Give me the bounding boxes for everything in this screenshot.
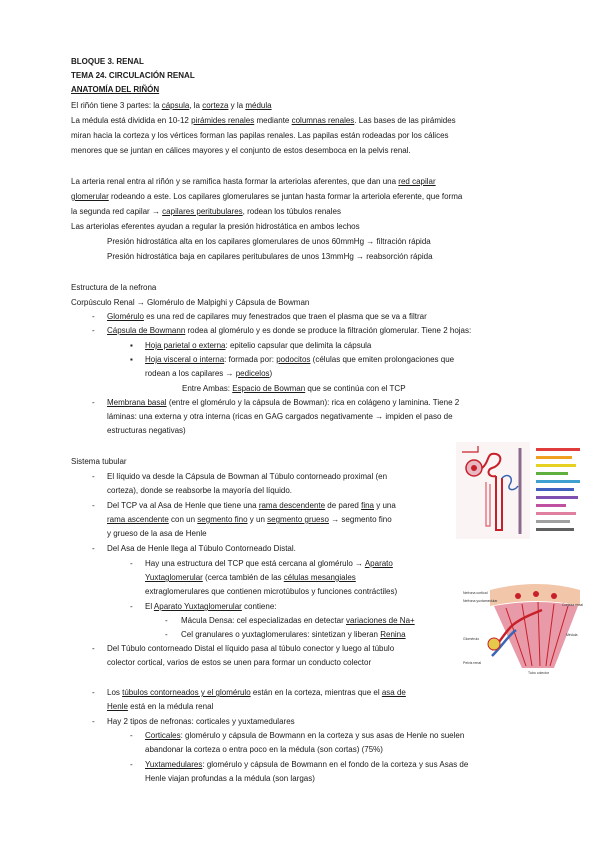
tubular-item-9: extraglomerulares que contienen microtúbulos y funciones contráctiles)	[145, 587, 398, 596]
tubular-item-6: Del Asa de Henle llega al Túbulo Contorneado Distal.	[107, 544, 296, 553]
bullet-dash: -	[165, 630, 168, 639]
bullet-dash: -	[165, 616, 168, 625]
types-item-1: Los túbulos contorneados y el glomérulo están en la corteza, mientras que el asa de	[107, 688, 406, 697]
nephron-item-5: rodean a los capilares → pedicelos)	[145, 369, 273, 378]
tubular-item-8: Yuxtaglomerular (cerca también de las células mesangiales	[145, 573, 356, 582]
tubular-item-1: El líquido va desde la Cápsula de Bowman al Túbulo contorneado proximal (en	[107, 472, 388, 481]
intro-line-1: El riñón tiene 3 partes: la cápsula, la corteza y la médula	[71, 101, 272, 110]
types-item-2: Henle está en la médula renal	[107, 702, 214, 711]
label-collecting-duct: Tubo colector	[528, 671, 550, 675]
nephron-item-8: láminas: una externa y otra interna (ricas en GAG cargados negativamente → impiden el paso de	[107, 412, 453, 421]
corpuscle-line: Corpúsculo Renal → Glomérulo de Malpighi y Cápsula de Bowman	[71, 298, 310, 307]
bullet-dash: -	[92, 312, 95, 321]
types-item-7: Henle viajan profundas a la médula (son largas)	[145, 774, 315, 783]
intro-line-2: La médula está dividida en 10-12 pirámides renales mediante columnas renales. Las bases de las pirámides	[71, 116, 456, 125]
tubular-item-3: Del TCP va al Asa de Henle que tiene una rama descendente de pared fina y una	[107, 501, 396, 510]
intro-line-3: miran hacia la corteza y los vértices forman las papilas renales. Las papilas están rodeadas por los cálices	[71, 131, 449, 140]
tubular-item-7: Hay una estructura del TCP que está cercana al glomérulo → Aparato	[145, 559, 393, 568]
tubular-item-2: corteza), donde se reabsorbe la mayoría del líquido.	[107, 486, 292, 495]
nephron-item-1: Glomérulo es una red de capilares muy fenestrados que traen el plasma que se va a filtrar	[107, 312, 427, 321]
bullet-dash: -	[130, 760, 133, 769]
nephron-item-3: Hoja parietal o externa: epitelio capsular que delimita la cápsula	[145, 341, 372, 350]
bullet-dash: -	[92, 544, 95, 553]
nephron-item-7: Membrana basal (entre el glomérulo y la cápsula de Bowman): rica en colágeno y laminina. Tiene 2	[107, 398, 460, 407]
bullet-dash: -	[92, 472, 95, 481]
nephron-title: Estructura de la nefrona	[71, 283, 157, 292]
circ-line-2: glomerular rodeando a este. Los capilares glomerulares se juntan hasta formar la arteriola eferente, que forma	[71, 192, 463, 201]
types-item-4: Corticales: glomérulo y cápsula de Bowmann en la corteza y sus asas de Henle no suelen	[145, 731, 465, 740]
tubular-item-11: Mácula Densa: cel especializadas en detectar variaciones de Na+	[181, 616, 415, 625]
tubular-item-12: Cel granulares o yuxtaglomerulares: sintetizan y liberan Renina	[181, 630, 406, 639]
label-cortical-nephron: Nefrona cortical	[463, 591, 488, 595]
label-glomerulus: Glomérulo	[463, 637, 480, 641]
circ-line-3: la segunda red capilar → capilares peritubulares, rodean los túbulos renales	[71, 207, 341, 216]
circ-line-6: Presión hidrostática baja en capilares peritubulares de unos 13mmHg → reabsorción rápida	[107, 252, 433, 261]
section-title: ANATOMÍA DEL RIÑÓN	[71, 85, 160, 94]
types-item-3: Hay 2 tipos de nefronas: corticales y yuxtamedulares	[107, 717, 295, 726]
types-item-6: Yuxtamedulares: glomérulo y cápsula de Bowmann en el fondo de la corteza y sus Asas de	[145, 760, 469, 769]
tubular-item-10: El Aparato Yuxtaglomerular contiene:	[145, 602, 277, 611]
tubular-item-4: rama ascendente con un segmento fino y un segmento grueso → segmento fino	[107, 515, 392, 524]
bullet-dash: -	[130, 602, 133, 611]
bullet-dash: -	[92, 501, 95, 510]
label-cortex: Corteza renal	[562, 603, 584, 607]
bullet-square: ▪	[130, 355, 133, 364]
topic-title: TEMA 24. CIRCULACIÓN RENAL	[71, 71, 195, 80]
nephron-item-2: Cápsula de Bowmann rodea al glomérulo y es donde se produce la filtración glomerular. Tiene 2 hojas:	[107, 326, 472, 335]
label-renal-pelvis: Pelvis renal	[463, 661, 482, 665]
types-item-5: abandonar la corteza o entra poco en la médula (son cortas) (75%)	[145, 745, 383, 754]
label-juxtamedullary-nephron: Nefrona yuxtamedular	[463, 599, 498, 603]
label-medulla: Médula	[566, 633, 578, 637]
circ-line-1: La arteria renal entra al riñón y se ramifica hasta formar la arteriolas aferentes, que dan una red capilar	[71, 177, 436, 186]
tubular-item-5: y grueso de la asa de Henle	[107, 529, 207, 538]
bullet-dash: -	[92, 688, 95, 697]
bullet-dash: -	[92, 644, 95, 653]
tubular-title: Sistema tubular	[71, 457, 127, 466]
intro-line-4: menores que se juntan en cálices mayores y el conjunto de estos desemboca en la pelvis renal.	[71, 146, 411, 155]
bullet-dash: -	[92, 326, 95, 335]
bullet-dash: -	[92, 717, 95, 726]
circ-line-4: Las arteriolas eferentes ayudan a regular la presión hidrostática en ambos lechos	[71, 222, 360, 231]
bullet-dash: -	[130, 559, 133, 568]
nephron-diagram-figure	[456, 442, 586, 539]
block-title: BLOQUE 3. RENAL	[71, 57, 144, 66]
kidney-section-figure	[462, 580, 586, 676]
bullet-dash: -	[130, 731, 133, 740]
tubular-item-13: Del Túbulo contorneado Distal el líquido pasa al túbulo conector y luego al túbulo	[107, 644, 395, 653]
tubular-item-14: colector cortical, varios de estos se unen para formar un conducto colector	[107, 658, 372, 667]
nephron-item-4: Hoja visceral o interna: formada por: podocitos (células que emiten prolongaciones que	[145, 355, 455, 364]
circ-line-5: Presión hidrostática alta en los capilares glomerulares de unos 60mmHg → filtración rápida	[107, 237, 431, 246]
nephron-item-6: Entre Ambas: Espacio de Bowman que se continúa con el TCP	[182, 384, 406, 393]
bullet-dash: -	[92, 398, 95, 407]
bullet-square: ▪	[130, 341, 133, 350]
nephron-item-9: estructuras negativas)	[107, 426, 186, 435]
